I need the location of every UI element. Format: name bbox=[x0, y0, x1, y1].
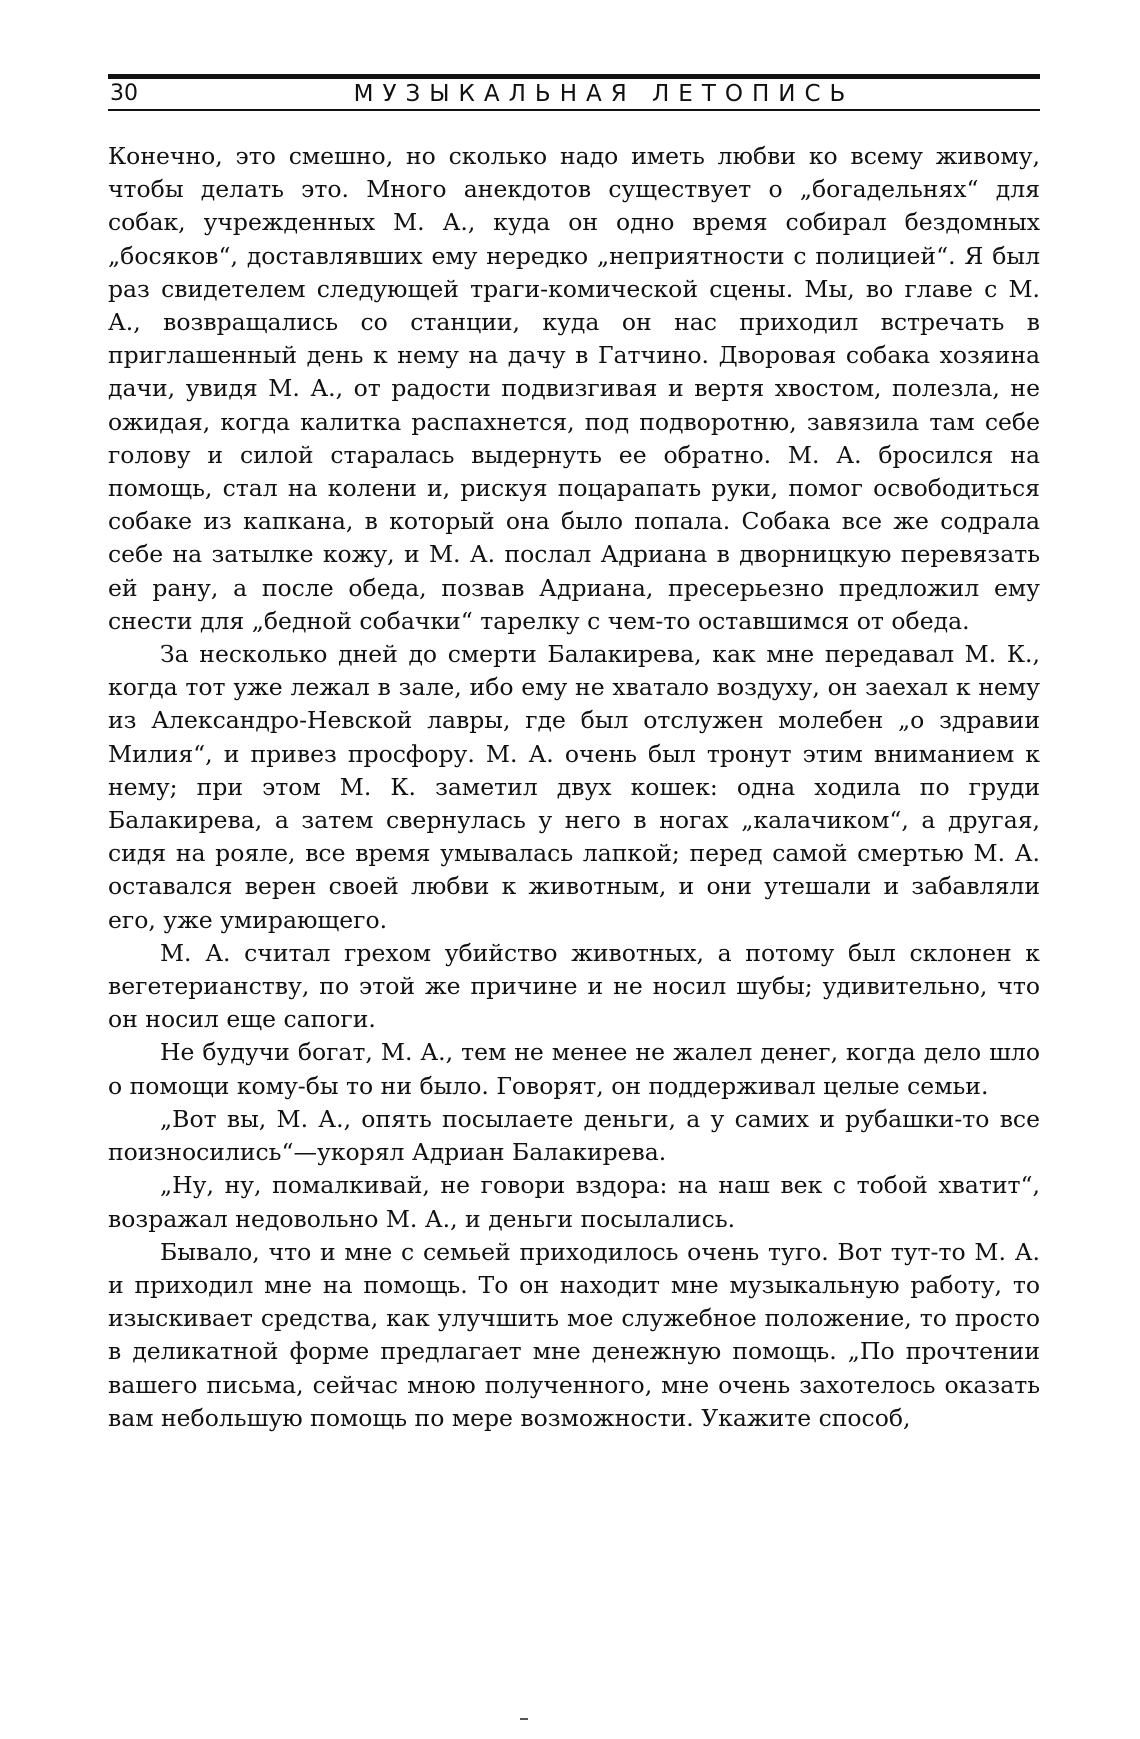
paragraph: М. А. считал грехом убийство животных, а потому был склонен к вегетерианству, по этой же причине и не носил шубы; удивительно, что он носил еще сапоги. bbox=[108, 938, 1040, 1034]
journal-title: МУЗЫКАЛЬНАЯ ЛЕТОПИСЬ bbox=[353, 81, 855, 107]
page bbox=[108, 68, 1040, 1435]
article-body bbox=[108, 140, 1040, 1435]
paragraph: „Ну, ну, помалкивай, не говори вздора: на наш век с тобой хватит“, возражал недовольно М. А., и деньги посылались. bbox=[108, 1171, 1040, 1233]
header-rule-bottom bbox=[108, 109, 1040, 111]
header-rule-top bbox=[108, 74, 1040, 79]
running-head bbox=[108, 68, 1040, 110]
paragraph: Бывало, что и мне с семьей приходилось очень туго. Вот тут-то М. А. и приходил мне на помощь. То он находит мне музыкальную работу, то изыскивает средства, как улучшить мое служебное положение, то просто в деликатной форме предлагает мне денежную помощь. „По прочтении вашего письма, сейчас мною полученного, мне очень захотелось оказать вам небольшую помощь по мере возможности. Укажите способ, bbox=[108, 1237, 1040, 1432]
paragraph: За несколько дней до смерти Балакирева, как мне передавал М. К., когда тот уже лежал в зале, ибо ему не хватало воздуху, он заехал к нему из Александро-Невской лавры, где был отслужен молебен „о здравии Милия“, и привез просфору. М. А. очень был тронут этим вниманием к нему; при этом М. К. заметил двух кошек: одна ходила по груди Балакирева, а затем свернулась у него в ногах „калачиком“, а другая, сидя на рояле, все время умывалась лапкой; перед самой смертью М. А. оставался верен своей любви к животным, и они утешали и забавляли его, уже умирающего. bbox=[108, 640, 1040, 934]
paragraph: Не будучи богат, М. А., тем не менее не жалел денег, когда дело шло о помощи кому-бы то ни было. Говорят, он поддерживал целые семьи. bbox=[108, 1038, 1040, 1100]
print-mark bbox=[520, 1718, 528, 1720]
page-number: 30 bbox=[110, 81, 138, 106]
paragraph: Конечно, это смешно, но сколько надо иметь любви ко всему живому, чтобы делать это. Много анекдотов существует о „богадельнях“ для собак, учрежденных М. А., куда он одно время собирал бездомных „босяков“, доставлявших ему нередко „неприятности с полицией“. Я был раз свидетелем следующей траги-комической сцены. Мы, во главе с М. А., возвращались со станции, куда он нас приходил встречать в приглашенный день к нему на дачу в Гатчино. Дворовая собака хозяина дачи, увидя М. А., от радости подвизгивая и вертя хвостом, полезла, не ожидая, когда калитка распахнется, под подворотню, завязила там себе голову и силой старалась выдернуть ее обратно. М. А. бросился на помощь, стал на колени и, рискуя поцарапать руки, помог освободиться собаке из капкана, в который она было попала. Собака все же содрала себе на затылке кожу, и М. А. послал Адриана в дворницкую перевязать ей рану, а после обеда, позвав Адриана, пресерьезно предложил ему снести для „бедной собачки“ тарелку с чем-то оставшимся от обеда. bbox=[108, 142, 1040, 635]
paragraph: „Вот вы, М. А., опять посылаете деньги, а у самих и рубашки-то все поизносились“—укорял Адриан Балакирева. bbox=[108, 1104, 1040, 1167]
